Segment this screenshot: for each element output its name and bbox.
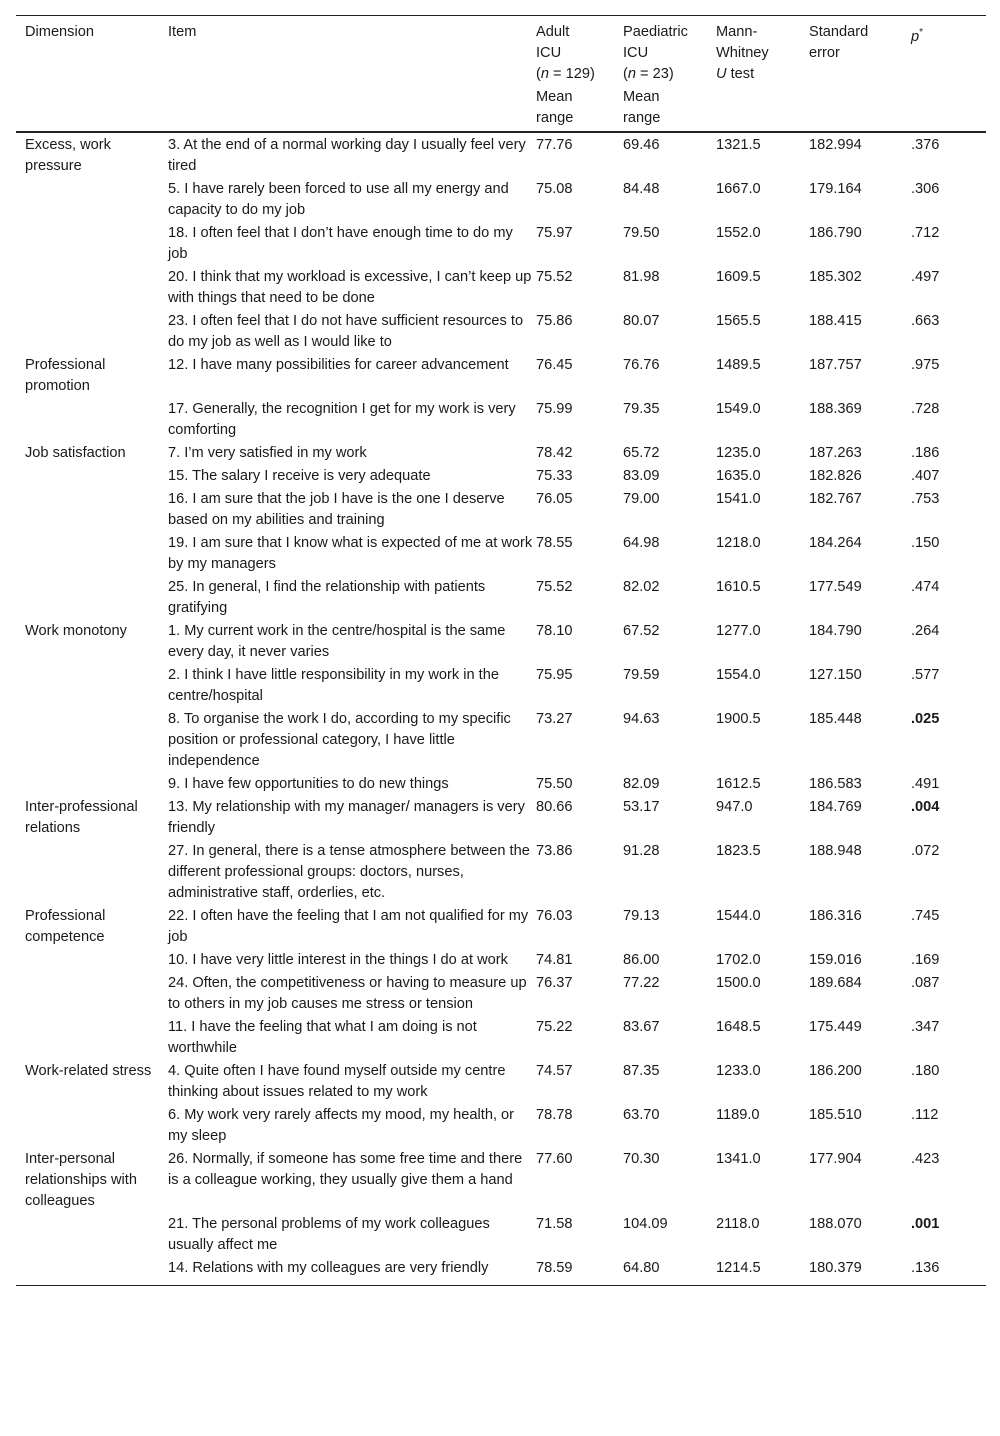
paediatric-mean-range-cell: 67.52 [623,623,660,639]
adult-mean-range-cell: 75.52 [536,579,573,595]
adult-mean-range-cell: 78.55 [536,535,573,551]
table-row [16,1149,986,1214]
adult-mean-range-cell: 74.81 [536,952,573,968]
item-cell: 6. My work very rarely affects my mood, my health, or my sleep [168,1107,515,1144]
mann-whitney-u-cell: 1612.5 [716,776,761,792]
mann-whitney-u-cell: 1823.5 [716,843,761,859]
adult-mean-range-cell: 78.59 [536,1258,623,1286]
adult-mean-range-cell: 78.78 [536,1107,573,1123]
paediatric-mean-range-cell: 65.72 [623,445,660,461]
paediatric-mean-range-cell: 79.00 [623,491,660,507]
dimension-cell [16,577,168,621]
standard-error-cell: 182.826 [809,468,862,484]
dimension-cell: Work-related stress [25,1063,152,1079]
paediatric-mean-range-cell: 83.67 [623,1019,660,1035]
table-row [16,1258,986,1286]
dimension-cell [16,1017,168,1061]
adult-mean-range-cell: 76.05 [536,491,573,507]
item-cell: 20. I think that my workload is excessive, I can’t keep up with things that need to be done [168,269,532,306]
paediatric-mean-range-cell: 82.09 [623,776,660,792]
adult-mean-range-cell: 75.86 [536,313,573,329]
p-value-cell: .491 [911,776,940,792]
p-value-cell: .423 [911,1151,940,1167]
paediatric-mean-range-cell: 79.13 [623,908,660,924]
header-item: Item [168,16,536,86]
adult-mean-range-cell: 75.99 [536,401,573,417]
standard-error-cell: 177.549 [809,579,862,595]
item-cell: 18. I often feel that I don’t have enough time to do my job [168,225,513,262]
adult-mean-range-cell: 75.52 [536,269,573,285]
table-row [16,311,986,355]
adult-mean-range-cell: 74.57 [536,1063,573,1079]
table-row [16,973,986,1017]
standard-error-cell: 179.164 [809,181,862,197]
mann-whitney-u-cell: 947.0 [716,799,753,815]
table-row [16,399,986,443]
standard-error-cell: 188.070 [809,1216,862,1232]
dimension-cell: Job satisfaction [25,445,126,461]
paediatric-mean-range-cell: 53.17 [623,799,660,815]
paediatric-mean-range-cell: 63.70 [623,1107,660,1123]
table-row [16,774,986,797]
standard-error-cell: 188.369 [809,401,862,417]
p-value-cell: .180 [911,1063,940,1079]
standard-error-cell: 184.769 [809,799,862,815]
p-value-cell: .577 [911,667,940,683]
mann-whitney-u-cell: 1189.0 [716,1107,760,1123]
standard-error-cell: 186.583 [809,776,862,792]
p-value-cell: .663 [911,313,940,329]
item-cell: 13. My relationship with my manager/ managers is very friendly [168,799,525,836]
item-cell: 16. I am sure that the job I have is the one I deserve based on my abilities and training [168,491,505,528]
header-dimension: Dimension [16,16,168,86]
mann-whitney-u-cell: 1900.5 [716,711,761,727]
table-row [16,577,986,621]
adult-mean-range-cell: 71.58 [536,1216,573,1232]
table-row [16,621,986,665]
dimension-cell [16,311,168,355]
standard-error-cell: 185.448 [809,711,862,727]
standard-error-cell: 175.449 [809,1019,862,1035]
standard-error-cell: 186.790 [809,225,862,241]
paediatric-mean-range-cell: 76.76 [623,357,660,373]
dimension-cell [16,1105,168,1149]
p-value-cell: .347 [911,1019,940,1035]
p-value-cell: .087 [911,975,940,991]
paediatric-mean-range-cell: 64.80 [623,1258,716,1286]
item-cell: 25. In general, I find the relationship with patients gratifying [168,579,486,616]
table-row [16,1061,986,1105]
item-cell: 21. The personal problems of my work colleagues usually affect me [168,1216,490,1253]
item-cell: 10. I have very little interest in the things I do at work [168,952,508,968]
dimension-cell [16,950,168,973]
item-cell: 14. Relations with my colleagues are very friendly [168,1258,536,1286]
item-cell: 2. I think I have little responsibility in my work in the centre/hospital [168,667,499,704]
paediatric-mean-range-cell: 86.00 [623,952,660,968]
item-cell: 9. I have few opportunities to do new things [168,776,449,792]
standard-error-cell: 188.415 [809,313,862,329]
dimension-cell [16,533,168,577]
table-row [16,355,986,399]
table-row [16,841,986,906]
p-value-cell: .474 [911,579,940,595]
item-cell: 5. I have rarely been forced to use all my energy and capacity to do my job [168,181,509,218]
mann-whitney-u-cell: 1609.5 [716,269,761,285]
adult-mean-range-cell: 77.76 [536,137,573,153]
table-row [16,950,986,973]
dimension-cell [16,223,168,267]
standard-error-cell: 186.316 [809,908,862,924]
p-value-cell: .112 [911,1107,939,1123]
header-mann-whitney: Mann- Whitney U test [716,16,809,86]
mann-whitney-u-cell: 1635.0 [716,468,761,484]
table-row [16,1214,986,1258]
dimension-cell: Inter-professional relations [25,799,138,836]
paediatric-mean-range-cell: 69.46 [623,137,660,153]
item-cell: 12. I have many possibilities for career advancement [168,357,509,373]
dimension-cell [16,774,168,797]
adult-mean-range-cell: 75.22 [536,1019,573,1035]
p-value-cell: .753 [911,491,940,507]
item-cell: 26. Normally, if someone has some free time and there is a colleague working, they usually give them a hand [168,1151,523,1188]
adult-mean-range-cell: 75.50 [536,776,573,792]
mann-whitney-u-cell: 1489.5 [716,357,761,373]
adult-mean-range-cell: 78.42 [536,445,573,461]
paediatric-mean-range-cell: 80.07 [623,313,660,329]
item-cell: 22. I often have the feeling that I am not qualified for my job [168,908,529,945]
item-cell: 3. At the end of a normal working day I usually feel very tired [168,137,526,174]
dimension-cell [16,399,168,443]
mann-whitney-u-cell: 2118.0 [716,1216,760,1232]
adult-mean-range-cell: 75.97 [536,225,573,241]
paediatric-mean-range-cell: 84.48 [623,181,660,197]
table-row [16,906,986,950]
mann-whitney-u-cell: 1233.0 [716,1063,761,1079]
table-row [16,533,986,577]
standard-error-cell: 185.302 [809,269,862,285]
p-value-cell: .186 [911,445,940,461]
p-value-cell: .150 [911,535,940,551]
table-row [16,132,986,179]
standard-error-cell: 182.994 [809,137,862,153]
results-table [16,15,986,1286]
dimension-cell [16,973,168,1017]
table-row [16,797,986,841]
paediatric-mean-range-cell: 87.35 [623,1063,660,1079]
adult-mean-range-cell: 75.08 [536,181,573,197]
dimension-cell: Work monotony [25,623,127,639]
table-row [16,223,986,267]
standard-error-cell: 184.264 [809,535,862,551]
p-value-cell: .407 [911,468,940,484]
adult-mean-range-cell: 80.66 [536,799,573,815]
mann-whitney-u-cell: 1565.5 [716,313,761,329]
p-value-cell: .264 [911,623,940,639]
standard-error-cell: 189.684 [809,975,862,991]
mann-whitney-u-cell: 1541.0 [716,491,761,507]
adult-mean-range-cell: 73.27 [536,711,573,727]
dimension-cell [16,709,168,774]
adult-mean-range-cell: 75.33 [536,468,573,484]
adult-mean-range-cell: 77.60 [536,1151,573,1167]
mann-whitney-u-cell: 1667.0 [716,181,761,197]
standard-error-cell: 184.790 [809,623,862,639]
p-value-cell: .745 [911,908,940,924]
dimension-cell: Inter-personal relationships with colleagues [25,1151,137,1209]
p-value-cell: .975 [911,357,940,373]
table-row [16,267,986,311]
adult-mean-range-cell: 75.95 [536,667,573,683]
paediatric-mean-range-cell: 77.22 [623,975,660,991]
standard-error-cell: 187.757 [809,357,862,373]
p-value-cell: .712 [911,225,940,241]
table-row [16,665,986,709]
paediatric-mean-range-cell: 79.59 [623,667,660,683]
header-paediatric-icu: Paediatric ICU (n = 23) [623,16,716,86]
item-cell: 1. My current work in the centre/hospital is the same every day, it never varies [168,623,506,660]
dimension-cell [16,179,168,223]
paediatric-mean-range-cell: 81.98 [623,269,660,285]
item-cell: 7. I’m very satisfied in my work [168,445,367,461]
adult-mean-range-cell: 78.10 [536,623,573,639]
paediatric-mean-range-cell: 70.30 [623,1151,660,1167]
table-row [16,179,986,223]
mann-whitney-u-cell: 1648.5 [716,1019,761,1035]
table-row [16,443,986,466]
item-cell: 4. Quite often I have found myself outside my centre thinking about issues related to my work [168,1063,506,1100]
p-value-cell: .728 [911,401,940,417]
mann-whitney-u-cell: 1341.0 [716,1151,761,1167]
item-cell: 27. In general, there is a tense atmosphere between the different professional groups: doctors, nurses, administrative staff, orderlies, etc. [168,843,530,901]
paediatric-mean-range-cell: 94.63 [623,711,660,727]
header-p-value: p* [911,16,986,86]
adult-mean-range-cell: 76.45 [536,357,573,373]
p-value-cell: .025 [911,711,940,727]
dimension-cell: Excess, work pressure [25,137,111,174]
dimension-cell [16,841,168,906]
subheader-mean-range-adult: Mean range [536,85,623,132]
p-value-cell: .169 [911,952,940,968]
paediatric-mean-range-cell: 79.35 [623,401,660,417]
adult-mean-range-cell: 76.03 [536,908,573,924]
mann-whitney-u-cell: 1610.5 [716,579,761,595]
dimension-cell: Professional competence [25,908,106,945]
mann-whitney-u-cell: 1549.0 [716,401,761,417]
p-value-cell: .136 [911,1258,986,1286]
p-value-cell: .306 [911,181,940,197]
mann-whitney-u-cell: 1500.0 [716,975,761,991]
item-cell: 8. To organise the work I do, according to my specific position or professional category, I have little independence [168,711,511,769]
paediatric-mean-range-cell: 83.09 [623,468,660,484]
dimension-cell [16,665,168,709]
dimension-cell [16,1214,168,1258]
adult-mean-range-cell: 76.37 [536,975,573,991]
standard-error-cell: 187.263 [809,445,862,461]
standard-error-cell: 186.200 [809,1063,862,1079]
mann-whitney-u-cell: 1277.0 [716,623,761,639]
mann-whitney-u-cell: 1552.0 [716,225,761,241]
mann-whitney-u-cell: 1321.5 [716,137,761,153]
dimension-cell [16,267,168,311]
mann-whitney-u-cell: 1214.5 [716,1258,809,1286]
item-cell: 19. I am sure that I know what is expected of me at work by my managers [168,535,533,572]
standard-error-cell: 127.150 [809,667,862,683]
standard-error-cell: 182.767 [809,491,862,507]
subheader-mean-range-paediatric: Mean range [623,85,716,132]
dimension-cell [16,466,168,489]
standard-error-cell: 159.016 [809,952,862,968]
table-row [16,489,986,533]
item-cell: 23. I often feel that I do not have sufficient resources to do my job as well as I would like to [168,313,524,350]
p-value-cell: .004 [911,799,940,815]
table-header [16,16,986,133]
p-value-cell: .376 [911,137,940,153]
table-row [16,466,986,489]
paediatric-mean-range-cell: 64.98 [623,535,660,551]
paediatric-mean-range-cell: 104.09 [623,1216,668,1232]
standard-error-cell: 180.379 [809,1258,911,1286]
table-row [16,1017,986,1061]
table-row [16,709,986,774]
table-row [16,1105,986,1149]
mann-whitney-u-cell: 1702.0 [716,952,761,968]
dimension-cell [16,1258,168,1286]
mann-whitney-u-cell: 1218.0 [716,535,761,551]
item-cell: 11. I have the feeling that what I am doing is not worthwhile [168,1019,477,1056]
p-value-cell: .001 [911,1216,940,1232]
mann-whitney-u-cell: 1544.0 [716,908,761,924]
p-value-cell: .072 [911,843,940,859]
standard-error-cell: 177.904 [809,1151,862,1167]
adult-mean-range-cell: 73.86 [536,843,573,859]
mann-whitney-u-cell: 1235.0 [716,445,761,461]
table-body [16,132,986,1286]
header-standard-error: Standard error [809,16,911,86]
paediatric-mean-range-cell: 79.50 [623,225,660,241]
item-cell: 24. Often, the competitiveness or having to measure up to others in my job causes me stress or tension [168,975,527,1012]
paediatric-mean-range-cell: 82.02 [623,579,660,595]
dimension-cell [16,489,168,533]
paediatric-mean-range-cell: 91.28 [623,843,660,859]
item-cell: 15. The salary I receive is very adequate [168,468,431,484]
item-cell: 17. Generally, the recognition I get for my work is very comforting [168,401,516,438]
p-value-cell: .497 [911,269,940,285]
header-adult-icu: Adult ICU (n = 129) [536,16,623,86]
standard-error-cell: 185.510 [809,1107,862,1123]
standard-error-cell: 188.948 [809,843,862,859]
dimension-cell: Professional promotion [25,357,106,394]
mann-whitney-u-cell: 1554.0 [716,667,761,683]
results-table-container [16,15,986,1286]
